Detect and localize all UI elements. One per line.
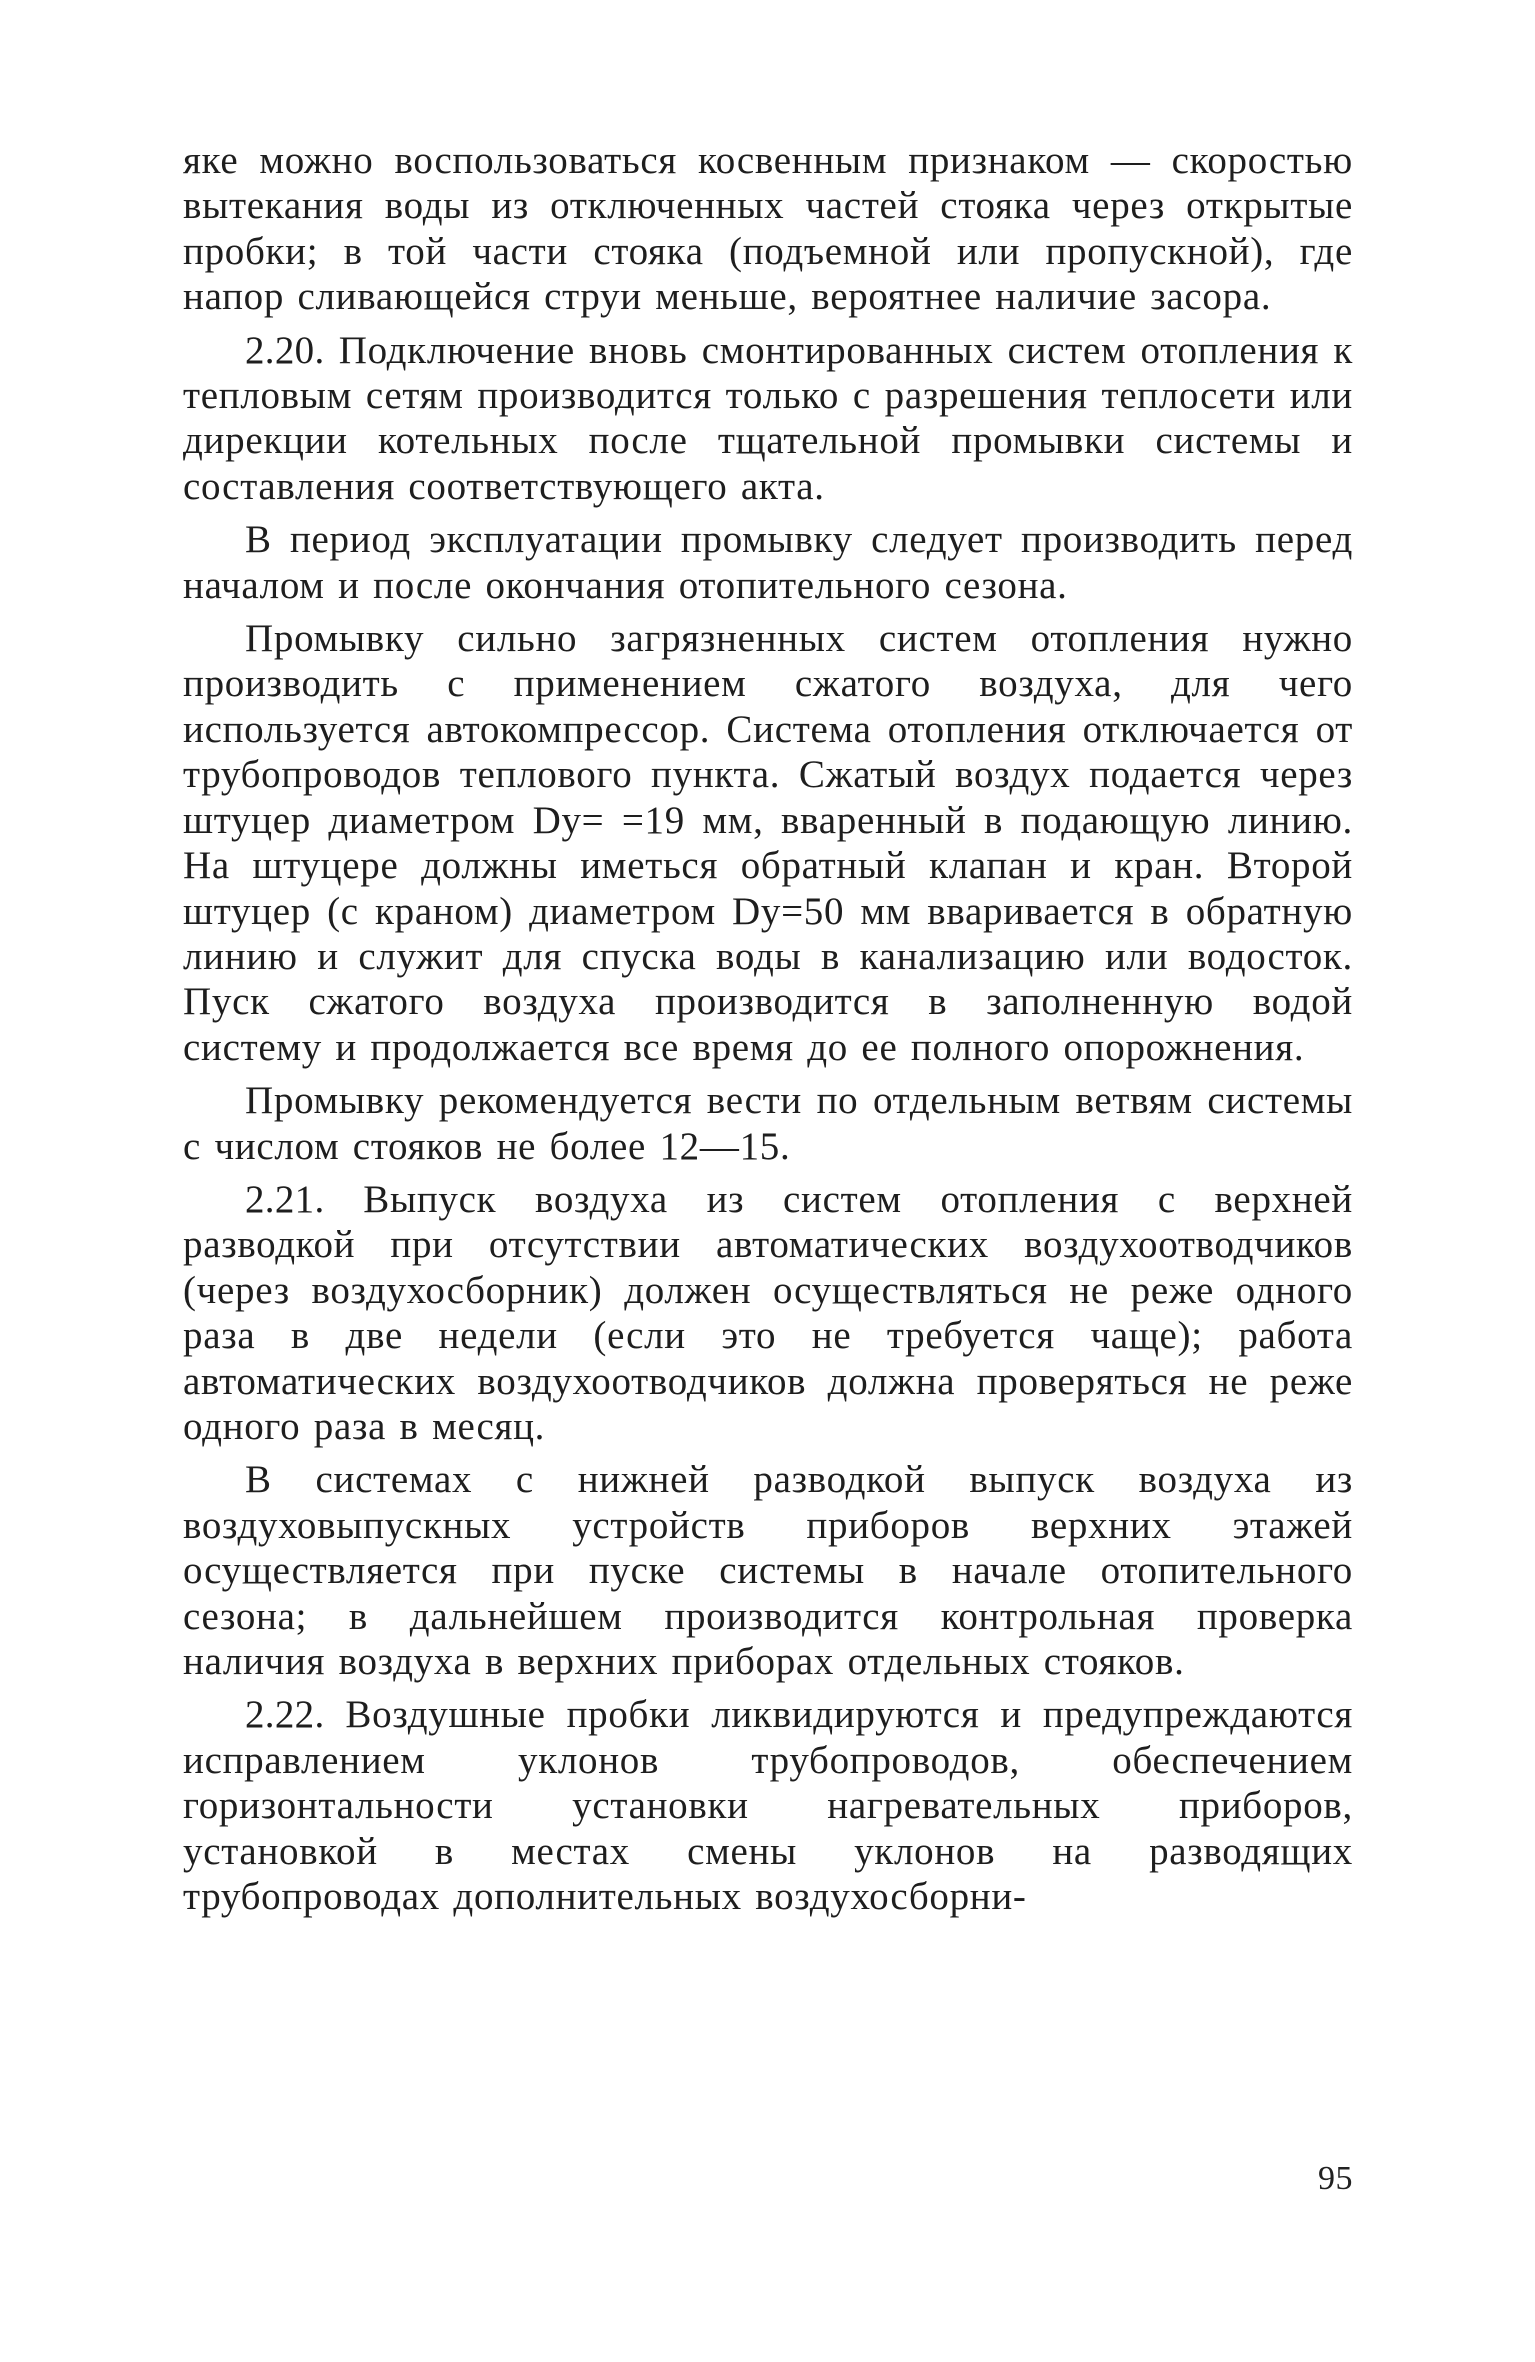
paragraph [183,517,1353,608]
paragraph [183,1457,1353,1684]
clause-text: Подключение вновь смонтированных систем отопления к тепловым сетям производится только с разрешения теплосети или дирекции котельных после тщательной промывки системы и составления соответствующего акта. [183,328,1353,508]
clause-2-22 [183,1692,1353,1919]
paragraph-text: Промывку рекомендуется вести по отдельным ветвям системы с числом стояков не более 12—15. [183,1079,1353,1168]
clause-number: 2.22. [245,1693,325,1737]
clause-2-20 [183,328,1353,510]
paragraph [183,616,1353,1070]
paragraph-text: В системах с нижней разводкой выпуск воздуха из воздуховыпускных устройств приборов верхних этажей осуществляется при пуске системы в начале отопительного сезона; в дальнейшем производится контрольная проверка наличия воздуха в верхних приборах отдельных стояков. [183,1458,1353,1683]
paragraph [183,1078,1353,1169]
paragraph-text: яке можно воспользоваться косвенным признаком — скоростью вытекания воды из отключенных частей стояка через открытые пробки; в той части стояка (подъемной или пропускной), где напор сливающейся струи меньше, вероятнее наличие засора. [183,139,1353,319]
paragraph-continuation [183,138,1353,320]
paragraph-text: В период эксплуатации промывку следует производить перед началом и после окончания отопительного сезона. [183,518,1353,607]
clause-text: Выпуск воздуха из систем отопления с верхней разводкой при отсутствии автоматических воздухоотводчиков (через воздухосборник) должен осуществляться не реже одного раза в две недели (если это не требуется чаще); работа автоматических воздухоотводчиков должна проверяться не реже одного раза в месяц. [183,1177,1353,1448]
clause-number: 2.21. [245,1177,325,1221]
page-number: 95 [1318,2160,1353,2197]
clause-number: 2.20. [245,328,325,372]
clause-text: Воздушные пробки ликвидируются и предупреждаются исправлением уклонов трубопроводов, обеспечением горизонтальности установки нагревательных приборов, установкой в местах смены уклонов на разводящих трубопроводах дополнительных воздухосборни- [183,1693,1354,1919]
paragraph-text: Промывку сильно загрязненных систем отопления нужно производить с применением сжатого воздуха, для чего используется автокомпрессор. Система отопления отключается от трубопроводов теплового пункта. Сжатый воздух подается через штуцер диаметром Dу= =19 мм, вваренный в подающую линию. На штуцере должны иметься обратный клапан и кран. Второй штуцер (с краном) диаметром Dу=50 мм вваривается в обратную линию и служит для спуска воды в канализацию или водосток. Пуск сжатого воздуха производится в заполненную водой систему и продолжается все время до ее полного опорожнения. [183,617,1353,1069]
clause-2-21 [183,1177,1353,1449]
body-text [183,138,1353,1927]
